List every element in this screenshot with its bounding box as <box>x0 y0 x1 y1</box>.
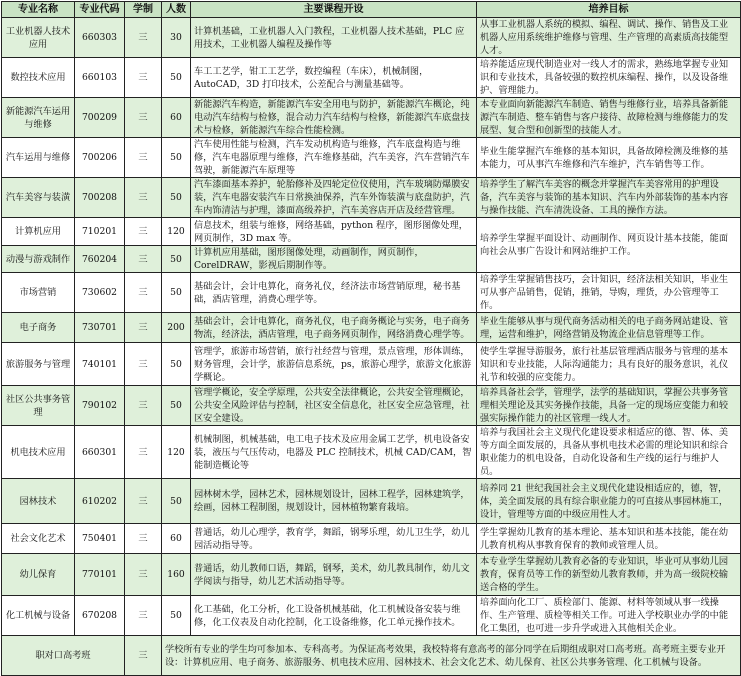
table-row <box>2 138 741 178</box>
program-name: 社会文化艺术 <box>2 524 75 554</box>
program-code: 610202 <box>75 479 125 524</box>
header-code: 专业代码 <box>75 2 125 18</box>
table-row <box>2 386 741 426</box>
program-name: 计算机应用 <box>2 218 75 246</box>
program-name: 新能源汽车运用与维修 <box>2 98 75 138</box>
program-code: 730602 <box>75 273 125 313</box>
program-goal: 培养同 21 世纪我国社会主义现代化建设相适应的，德，智，体，美全面发展的具有综合职业能力的可直接从事园林施工，设计，管理等方面的中级应用性人才。 <box>477 479 741 524</box>
program-goal-shared: 培养学生掌握平面设计、动画制作、网页设计基本技能，能面向社会从事广告设计和网站维护工作。 <box>477 218 741 273</box>
program-years: 三 <box>125 386 162 426</box>
program-count: 200 <box>162 313 191 343</box>
program-goal: 培养学生掌握销售技巧，会计知识，经济法相关知识，毕业生可从事产品销售，促销，推销，导购，理货，办公管理等工作。 <box>477 273 741 313</box>
table-row <box>2 178 741 218</box>
table-row <box>2 273 741 313</box>
program-goal: 毕业生能掌握汽车维修的基本知识，具备故障检测及维修的基本能力，可从事汽车维修和汽车维护，汽车销售等工作。 <box>477 138 741 178</box>
program-count: 50 <box>162 596 191 636</box>
program-code: 710201 <box>75 218 125 246</box>
program-years: 三 <box>125 313 162 343</box>
header-goal: 培养目标 <box>477 2 741 18</box>
program-name: 数控技术应用 <box>2 58 75 98</box>
program-years: 三 <box>125 98 162 138</box>
program-name: 幼儿保育 <box>2 554 75 596</box>
program-code: 750401 <box>75 524 125 554</box>
table-header-row <box>2 2 741 18</box>
program-count: 50 <box>162 58 191 98</box>
program-courses: 计算机应用基础，图形图像处理，动画制作，网页制作，CorelDRAW，影视后期制作等。 <box>191 246 477 273</box>
program-courses: 园林树木学，园林艺术，园林规划设计，园林工程学，园林建筑学，绘画，园林工程制图，规划设计，园林植物繁育栽培。 <box>191 479 477 524</box>
program-years: 三 <box>125 58 162 98</box>
program-count: 50 <box>162 178 191 218</box>
program-count: 120 <box>162 218 191 246</box>
program-name: 动漫与游戏制作 <box>2 246 75 273</box>
program-goal: 本专业学生掌握幼儿教育必备的专业知识，毕业可从事幼儿园教育，保育员等工作的新型幼儿教育教师，并为高一级院校输送合格的学生。 <box>477 554 741 596</box>
program-code: 660303 <box>75 18 125 58</box>
table-row <box>2 343 741 386</box>
table-row <box>2 313 741 343</box>
program-code: 660103 <box>75 58 125 98</box>
program-courses: 基础会计，会计电算化，商务礼仪，电子商务概论与实务，电子商务物流，经济法，酒店管理，电子商务网页制作，网络消费心理学等。 <box>191 313 477 343</box>
program-years: 三 <box>125 479 162 524</box>
program-count: 60 <box>162 524 191 554</box>
program-count: 120 <box>162 426 191 479</box>
program-code: 740101 <box>75 343 125 386</box>
program-courses: 汽车使用性能与检测，汽车发动机构造与维修，汽车底盘构造与维修，汽车电器原理与维修，汽车维修基础，汽车美容，汽车营销汽车驾驶，新能源汽车原理等 <box>191 138 477 178</box>
program-count: 60 <box>162 98 191 138</box>
program-goal: 培养面向化工厂、质检部门、能源、材料等领域从事一线操作、生产管理、质检等相关工作。可进入学校职业办学的中能化工集团，也可进一步升学或进入其他相关企业。 <box>477 596 741 636</box>
program-courses: 管理学，旅游市场营销，旅行社经营与管理，景点管理，形体训练，财务管理，会计学，旅游信息系统，ps，旅游心理学，旅游文化旅游学概论。 <box>191 343 477 386</box>
program-years: 三 <box>125 218 162 246</box>
program-code: 660301 <box>75 426 125 479</box>
header-years: 学制 <box>125 2 162 18</box>
table-row <box>2 58 741 98</box>
program-years: 三 <box>125 343 162 386</box>
program-goal: 学生掌握幼儿教育的基本理论、基本知识和基本技能，能在幼儿教育机构从事教育保育的教师或管理人员。 <box>477 524 741 554</box>
program-name: 机电技术应用 <box>2 426 75 479</box>
table-row <box>2 426 741 479</box>
table-row <box>2 554 741 596</box>
program-goal: 本专业面向新能源汽车制造、销售与维修行业，培养具备新能源汽车制造、整车销售与客户接待、故障检测与维修能力的发展型、复合型和创新型的技能人才。 <box>477 98 741 138</box>
program-count: 50 <box>162 479 191 524</box>
program-years: 三 <box>125 596 162 636</box>
program-goal: 使学生掌握导游服务，旅行社基层管理酒店服务与管理的基本知识和专业技能，人际沟通能力；具有良好的服务意识，礼仪礼节和较强的应变能力。 <box>477 343 741 386</box>
program-count: 50 <box>162 343 191 386</box>
program-courses: 管理学概论，安全学原理，公共安全法律概论，公共安全管理概论，公共安全风险评估与控制，社区安全信息化，社区安全应急管理，社区安全建设。 <box>191 386 477 426</box>
program-code: 790102 <box>75 386 125 426</box>
program-name: 汽车运用与维修 <box>2 138 75 178</box>
table-row <box>2 596 741 636</box>
program-count: 30 <box>162 18 191 58</box>
program-courses: 基础会计，会计电算化，商务礼仪，经济法市场营销原理，秘书基础，酒店管理，消费心理学等。 <box>191 273 477 313</box>
program-count: 50 <box>162 138 191 178</box>
program-code: 670208 <box>75 596 125 636</box>
program-name: 市场营销 <box>2 273 75 313</box>
program-code: 760204 <box>75 246 125 273</box>
program-years: 三 <box>125 246 162 273</box>
table-row <box>2 524 741 554</box>
footer-row <box>2 636 741 676</box>
header-count: 人数 <box>162 2 191 18</box>
program-count: 160 <box>162 554 191 596</box>
program-code: 730701 <box>75 313 125 343</box>
program-code: 770101 <box>75 554 125 596</box>
program-table <box>1 1 741 676</box>
program-years: 三 <box>125 18 162 58</box>
program-years: 三 <box>125 554 162 596</box>
footer-years: 三 <box>125 636 162 676</box>
program-name: 园林技术 <box>2 479 75 524</box>
program-courses: 普通话，幼儿教师口语，舞蹈，钢琴，美术，幼儿教具制作，幼儿文学阅读与指导，幼儿艺术活动指导等。 <box>191 554 477 596</box>
program-courses: 普通话，幼儿心理学，教育学，舞蹈，钢琴乐理，幼儿卫生学，幼儿园活动指导等。 <box>191 524 477 554</box>
program-name: 工业机器人技术应用 <box>2 18 75 58</box>
program-code: 700206 <box>75 138 125 178</box>
header-courses: 主要课程开设 <box>191 2 477 18</box>
header-name: 专业名称 <box>2 2 75 18</box>
footer-text: 学校所有专业的学生均可参加本、专科高考。为保证高考效果，我校特将有意高考的部分同学在后期组成职对口高考班。高考班主要专业开设：计算机应用、电子商务、旅游服务、机电技术应用、园林技术、社会文化艺术、幼儿保育、社区公共事务管理、化工机械与设备。 <box>162 636 741 676</box>
program-years: 三 <box>125 426 162 479</box>
program-courses: 计算机基础，工业机器人入门教程，工业机器人技术基础，PLC 应用技术，工业机器人编程及操作等 <box>191 18 477 58</box>
program-count: 50 <box>162 273 191 313</box>
program-goal: 培养具备社会学，管理学，法学的基础知识，掌握公共事务管理相关理论及其实务操作技能，具备一定的现场应变能力和较强实际操作能力的社区管理一线人才。 <box>477 386 741 426</box>
program-name: 电子商务 <box>2 313 75 343</box>
program-courses: 汽车漆面基本养护，轮胎修补及四轮定位仪使用，汽车玻璃防爆膜安装，汽车电器安装汽车日常换油保养，汽车外饰装潢与底盘防护，汽车内饰清洁与护理，漆面高级养护，汽车美容店开店及经营管理。 <box>191 178 477 218</box>
program-name: 旅游服务与管理 <box>2 343 75 386</box>
program-years: 三 <box>125 138 162 178</box>
program-years: 三 <box>125 524 162 554</box>
footer-name: 职对口高考班 <box>2 636 125 676</box>
program-years: 三 <box>125 178 162 218</box>
program-count: 50 <box>162 246 191 273</box>
program-years: 三 <box>125 273 162 313</box>
program-code: 700209 <box>75 98 125 138</box>
program-courses: 新能源汽车构造，新能源汽车安全用电与防护，新能源汽车概论，纯电动汽车结构与检修，混合动力汽车结构与检修，新能源汽车底盘技术与检修，新能源汽车综合性能检测。 <box>191 98 477 138</box>
program-goal: 培养与我国社会主义现代化建设要求相适应的德、智、体、美等方面全面发展的，具备从事机电技术必需的理论知识和综合职业能力的机电设备，自动化设备和生产线的运行与维护人员。 <box>477 426 741 479</box>
program-goal: 培养学生了解汽车美容的概念并掌握汽车美容常用的护理设备，汽车美容与装饰的基本知识、汽车内外部装饰的基本内容与操作技能、汽车清洗设备、工具的操作方法。 <box>477 178 741 218</box>
program-courses: 化工基础，化工分析，化工设备机械基础，化工机械设备安装与维修，化工仪表及自动化控制，化工设备维修，化工单元操作技术。 <box>191 596 477 636</box>
program-courses: 机械制图，机械基础，电工电子技术及应用金属工艺学，机电设备安装，液压与气压传动，电器及 PLC 控制技术，机械 CAD/CAM，智能制造概论等 <box>191 426 477 479</box>
program-courses: 信息技术，组装与维修，网络基础，python 程序，图形图像处理，网页制作，3D max 等。 <box>191 218 477 246</box>
program-name: 化工机械与设备 <box>2 596 75 636</box>
program-name: 社区公共事务管理 <box>2 386 75 426</box>
program-goal: 培养能适应现代制造业对一线人才的需求，熟练地掌握专业知识和专业技术，具备较强的数控机床编程、操作，以及设备维护、管理能力。 <box>477 58 741 98</box>
table-row <box>2 479 741 524</box>
program-goal: 毕业生能够从事与现代商务活动相关的电子商务网站建设、管理，运营和维护，网络营销及物流企业信息管理等工作。 <box>477 313 741 343</box>
table-row <box>2 218 741 246</box>
program-courses: 车工工艺学，钳工工艺学，数控编程（车床），机械制图，AutoCAD，3D 打印技术，公差配合与测量基础等。 <box>191 58 477 98</box>
table-row <box>2 18 741 58</box>
program-goal: 从事工业机器人系统的模拟、编程、调试、操作、销售及工业机器人应用系统维护维修与管理、生产管理的高素质高技能型人才。 <box>477 18 741 58</box>
program-name: 汽车美容与装潢 <box>2 178 75 218</box>
program-code: 700208 <box>75 178 125 218</box>
program-count: 50 <box>162 386 191 426</box>
table-row <box>2 98 741 138</box>
